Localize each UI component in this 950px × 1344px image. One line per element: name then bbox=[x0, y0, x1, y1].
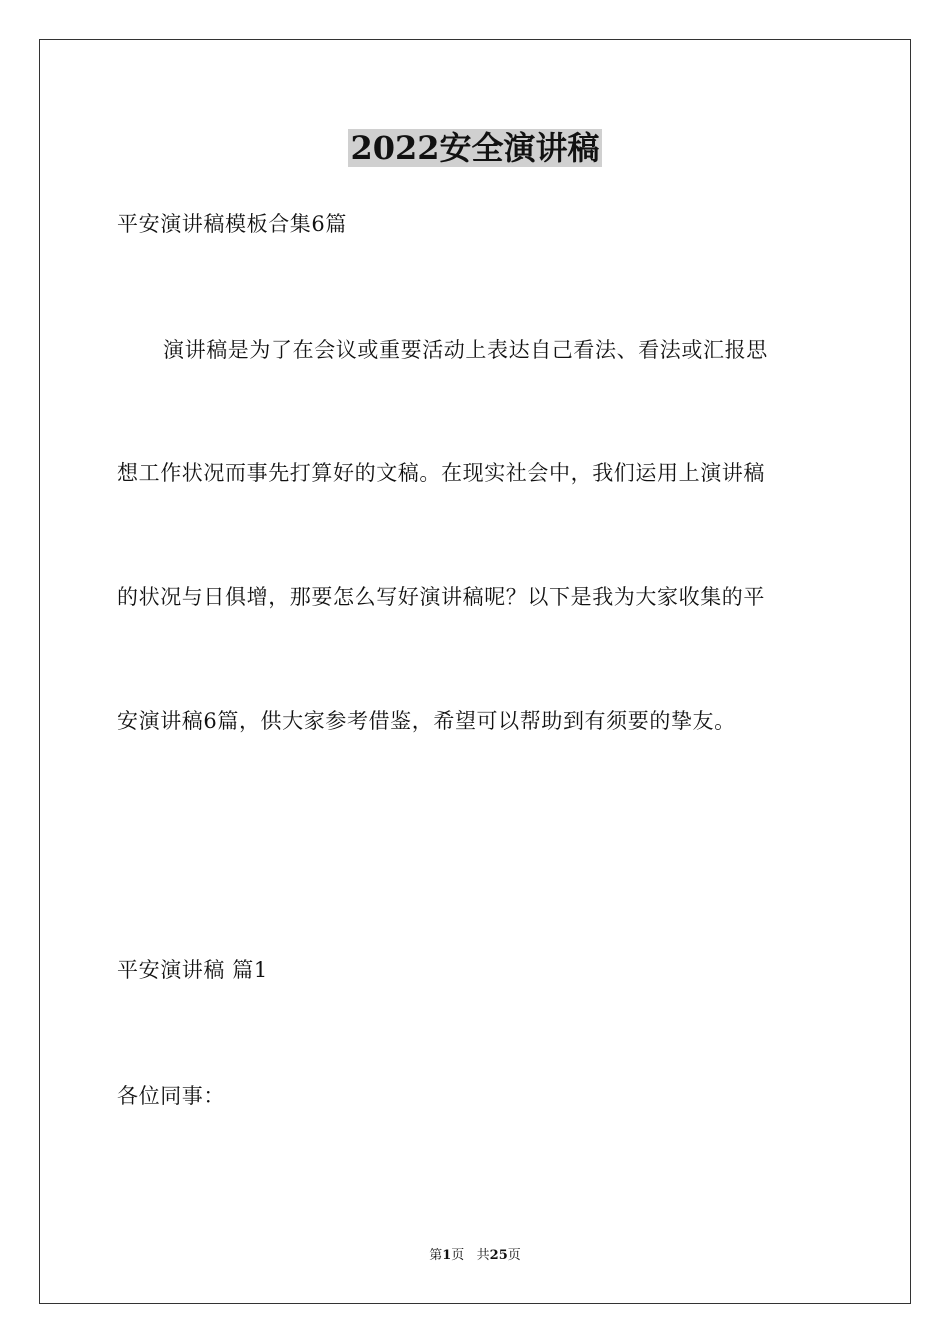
footer-page-number: 1 bbox=[442, 1248, 452, 1263]
document-subtitle: 平安演讲稿模板合集6篇 bbox=[117, 212, 347, 236]
document-title-text: 2022安全演讲稿 bbox=[350, 129, 600, 167]
section-heading: 平安演讲稿 篇1 bbox=[117, 958, 268, 982]
document-title bbox=[0, 126, 950, 170]
intro-paragraph-line: 安演讲稿6篇，供大家参考借鉴，希望可以帮助到有须要的挚友。 bbox=[117, 709, 736, 733]
footer-total-pages: 25 bbox=[489, 1248, 508, 1263]
greeting: 各位同事： bbox=[117, 1084, 225, 1108]
intro-paragraph-line: 想工作状况而事先打算好的文稿。在现实社会中，我们运用上演讲稿 bbox=[117, 461, 765, 485]
page-footer bbox=[0, 1247, 950, 1265]
intro-paragraph-line: 的状况与日俱增，那要怎么写好演讲稿呢？以下是我为大家收集的平 bbox=[117, 585, 765, 609]
footer-prefix: 第 bbox=[429, 1248, 443, 1263]
footer-suffix: 页 bbox=[507, 1248, 521, 1263]
footer-mid: 页 共 bbox=[451, 1248, 490, 1263]
intro-paragraph-line: 演讲稿是为了在会议或重要活动上表达自己看法、看法或汇报思 bbox=[163, 338, 768, 362]
